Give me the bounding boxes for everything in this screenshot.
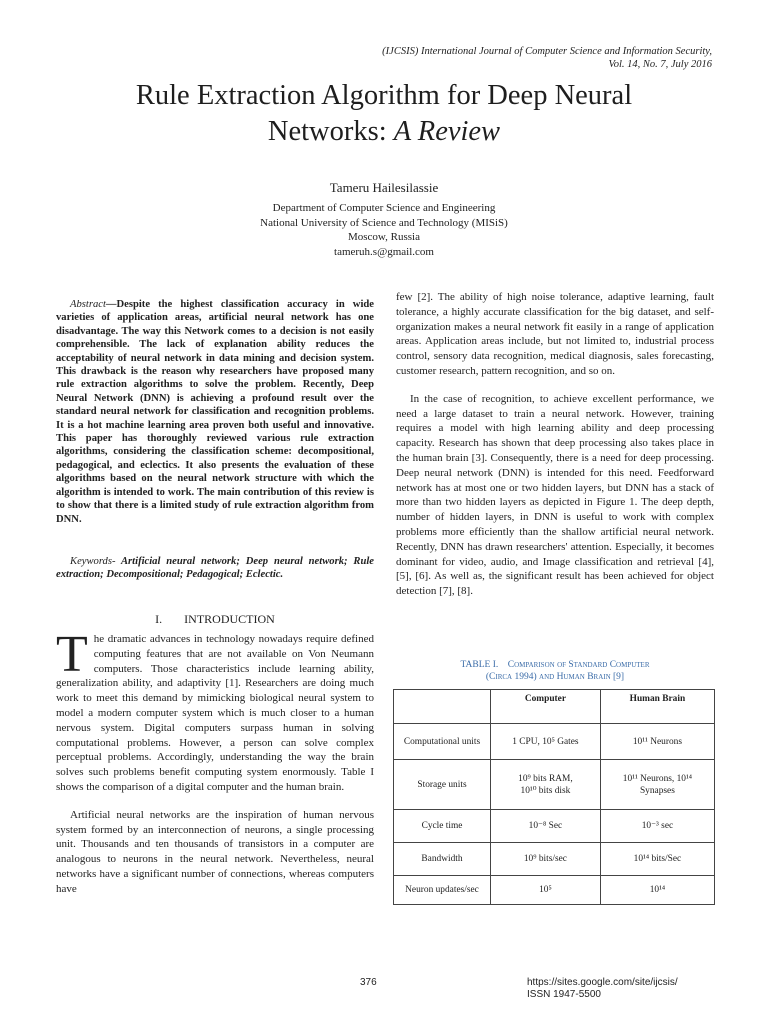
abstract-label: Abstract <box>70 299 106 310</box>
section-heading-introduction <box>56 612 374 627</box>
journal-name: (IJCSIS) International Journal of Computer Science and Information Security, <box>382 46 712 57</box>
introduction-body <box>56 626 374 910</box>
author-email: tameruh.s@gmail.com <box>334 245 434 258</box>
table-caption-line-1 <box>396 660 714 672</box>
table-header-computer: Computer <box>491 690 601 724</box>
table-header-row <box>394 690 715 724</box>
journal-header <box>382 45 712 71</box>
cell-computer: 10⁻⁸ Sec <box>491 810 601 843</box>
title-italic: A Review <box>393 116 501 147</box>
cell-brain: 10⁻³ sec <box>600 810 714 843</box>
intro-paragraph-2: Artificial neural networks are the inspiration of human nervous system formed by an interconnection of neurons, a single processing unit. Thousands and ten thousands of transistors in a computer are analogous to neurons in the neural network. Nevertheless, neural networks have a significant number of connections, whereas computers have <box>56 808 374 895</box>
title-line-2 <box>0 114 768 150</box>
table-row <box>394 760 715 810</box>
row-label: Neuron updates/sec <box>394 876 491 905</box>
abstract-dash: — <box>105 299 117 310</box>
cell-computer-line-1: 10⁹ bits RAM, <box>518 773 573 784</box>
table-number: TABLE I. <box>460 660 499 670</box>
cell-brain: 10¹¹ Neurons <box>600 724 714 760</box>
author-name: Tameru Hailesilassie <box>329 180 439 195</box>
abstract-text: Despite the highest classification accuracy in wide varieties of application areas, artificial neural network has one disadvantage. The way this Network comes to a decision is not easily comprehensible. The lack of explanation ability reduces the acceptability of neural network in data mining and decision system. This drawback is the reason why researchers have proposed many rule extraction algorithms to solve the problem. Recently, Deep Neural Network (DNN) is achieving a profound result over the standard neural network for classification and recognition problems. It is a hot machine learning area proven both useful and innovative. This paper has thoroughly reviewed various rule extraction algorithms, considering the classification scheme: decompositional, pedagogical, and eclectics. It also presents the evaluation of these algorithms based on the neural network structure with which the algorithm is intended to work. The main contribution of this review is to show that there is a limited study of rule extraction algorithm from DNN. <box>56 299 374 525</box>
cell-brain: 10¹⁴ bits/Sec <box>600 843 714 876</box>
table-row <box>394 876 715 905</box>
right-paragraph-1: few [2]. The ability of high noise tolerance, adaptive learning, fault tolerance, a highly accurate classification for the big dataset, and self-organization makes a neural network fit easily in a range of application areas. Application areas include, but not limited to, industrial process control, sensory data recognition, medical diagnosis, sales forecasting, customer research, pattern recognition, and so on. <box>396 291 714 377</box>
cell-computer: 1 CPU, 10⁵ Gates <box>491 724 601 760</box>
row-label: Storage units <box>394 760 491 810</box>
table-caption-text-1: Comparison of Standard Computer <box>507 660 650 670</box>
section-number: I. <box>155 612 163 626</box>
footer-url: https://sites.google.com/site/ijcsis/ <box>527 977 678 988</box>
intro-paragraph-1 <box>56 626 374 795</box>
cell-brain: 10¹⁴ <box>600 876 714 905</box>
keywords-label: Keywords- <box>70 556 116 567</box>
title-plain: Networks: <box>267 116 394 147</box>
author-department: Department of Computer Science and Engineering <box>272 202 496 214</box>
footer-issn: ISSN 1947-5500 <box>527 989 601 1000</box>
keywords <box>56 555 374 582</box>
cell-computer <box>491 760 601 810</box>
table-header-empty <box>394 690 491 724</box>
journal-volume: Vol. 14, No. 7, July 2016 <box>608 59 712 70</box>
cell-brain-line-2: Synapses <box>639 785 675 796</box>
intro-p1-text: he dramatic advances in technology nowadays require defined computing features that are not available on Von Neumann computers. Those characteristics include learning ability, generalization ability, and adaptivity [1]. Researchers are doing much work to meet this demand by mimicking biological neural system to model a modern computer system which is much closer to a human nervous system. Digital computers surpass human in solving computational problems. However, a person can solve complex perceptual problems. Accordingly, understanding the way the brain solves such problems benefit computing system enormously. Table I shows the comparison of a digital computer and the human brain. <box>56 633 374 793</box>
table-header-brain: Human Brain <box>600 690 714 724</box>
abstract <box>56 298 374 526</box>
row-label: Bandwidth <box>394 843 491 876</box>
cell-computer: 10⁵ <box>491 876 601 905</box>
page-number: 376 <box>360 977 377 988</box>
row-label: Computational units <box>394 724 491 760</box>
author-university: National University of Science and Technology (MISiS) <box>260 216 508 229</box>
title-line-1: Rule Extraction Algorithm for Deep Neural <box>135 80 633 111</box>
page-footer <box>527 977 678 1001</box>
keywords-text: Artificial neural network; Deep neural network; Rule extraction; Decompositional; Pedagogical; Eclectic. <box>56 556 374 581</box>
section-title: INTRODUCTION <box>184 612 275 626</box>
table-caption-line-2: (Circa 1994) and Human Brain [9] <box>485 671 625 682</box>
cell-computer-line-2: 10¹⁰ bits disk <box>520 785 571 796</box>
cell-brain <box>600 760 714 810</box>
comparison-table <box>393 689 715 905</box>
cell-brain-line-1: 10¹¹ Neurons, 10¹⁴ <box>622 773 693 784</box>
table-row <box>394 810 715 843</box>
table-row <box>394 724 715 760</box>
cell-computer: 10⁹ bits/sec <box>491 843 601 876</box>
table-caption <box>396 660 714 683</box>
right-paragraph-2: In the case of recognition, to achieve excellent performance, we need a large dataset to train a neural network. However, training requires a model with high learning ability and deep processing capacity. Research has shown that deep processing also takes place in the human brain [3]. Consequently, there is a need for deep processing. Deep neural network (DNN) is intended for this need. Feedforward network has at most one or two hidden layers, but DNN has a stack of more than two hidden layers as depicted in Figure 1. The deep depth, number of hidden layers, in DNN is useful to work with complex problems more efficiently than the shallow artificial neural network. Recently, DNN has drawn researchers' attention. Especially, it becomes dominant for video, audio, and Image classification and retrieval [4], [5], [6]. As well as, the significant result has been achieved for object detection [7], [8]. <box>396 392 714 598</box>
right-column-body <box>396 290 714 612</box>
row-label: Cycle time <box>394 810 491 843</box>
author-affiliation <box>0 201 768 259</box>
author-city: Moscow, Russia <box>347 231 420 243</box>
paper-title <box>0 78 768 150</box>
table-row <box>394 843 715 876</box>
drop-cap: T <box>56 626 88 683</box>
